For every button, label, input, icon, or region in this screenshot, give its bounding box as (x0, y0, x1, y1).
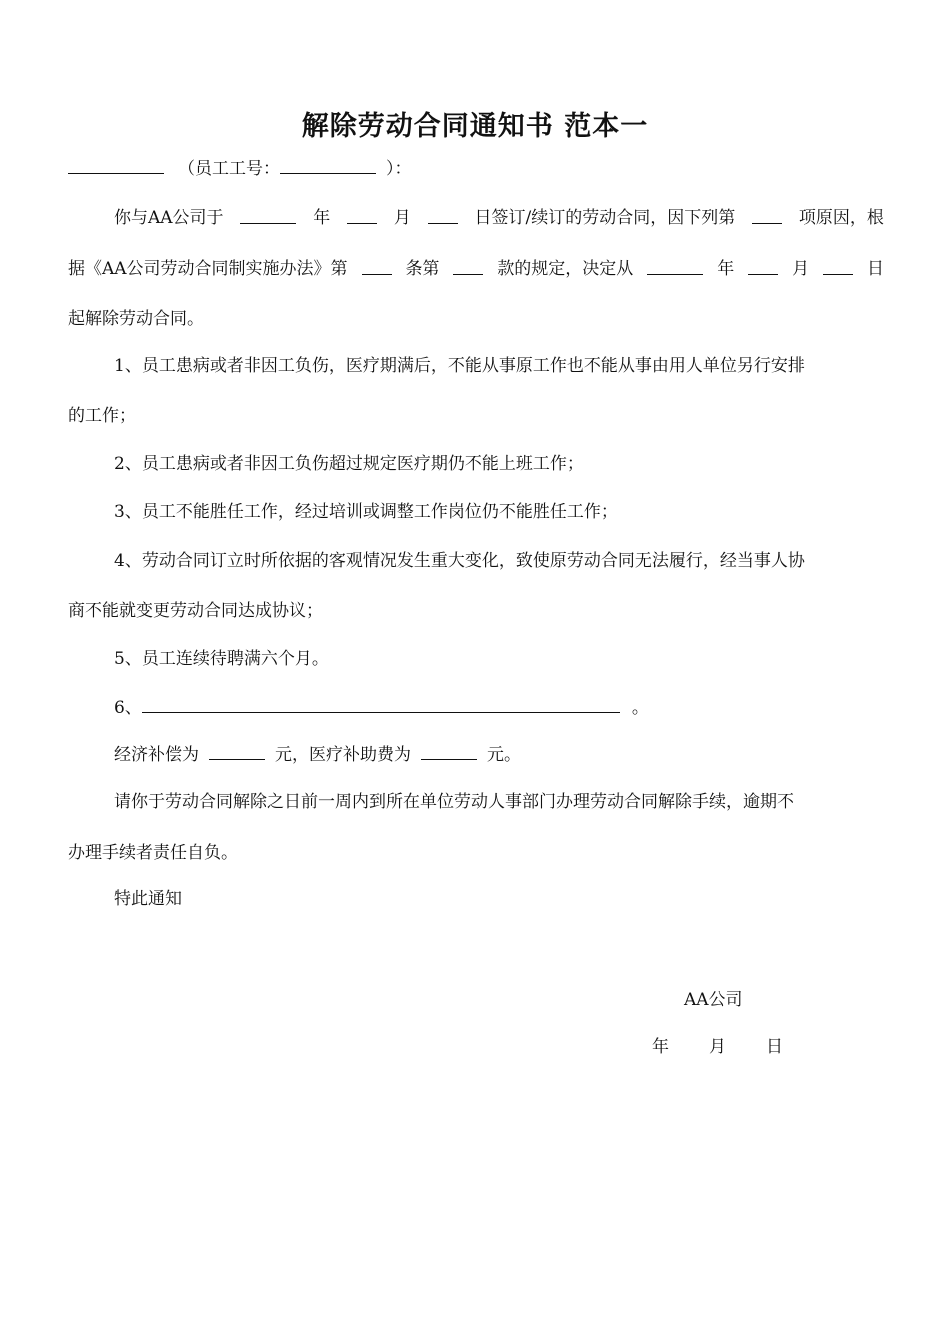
intro-line-3: 起解除劳动合同。 (68, 309, 204, 329)
reason-1-line-1: 1、员工患病或者非因工负伤，医疗期满后，不能从事原工作也不能从事由用人单位另行安排 (114, 356, 805, 376)
intro-text: 月 (393, 208, 411, 228)
intro-text: 你与AA公司于 (114, 208, 224, 228)
signature-day: 日 (766, 1037, 783, 1057)
reason-1-line-2: 的工作； (68, 406, 136, 426)
article-no-blank[interactable] (362, 258, 392, 275)
reason-6-suffix: 。 (631, 698, 649, 718)
intro-text: 年 (313, 208, 331, 228)
signature-company: AA公司 (684, 990, 743, 1010)
medical-subsidy-label: 元，医疗补助费为 (275, 745, 411, 765)
employee-no-label: （员工工号： (178, 159, 280, 179)
reason-6-prefix: 6、 (114, 698, 142, 718)
intro-text: 据《AA公司劳动合同制实施办法》第 (68, 259, 348, 279)
employee-line (68, 157, 884, 180)
reason-4-line-2: 商不能就变更劳动合同达成协议； (68, 601, 323, 621)
employee-name-blank[interactable] (68, 157, 164, 174)
signature-year: 年 (652, 1037, 669, 1057)
reason-no-blank[interactable] (752, 207, 782, 224)
signature-month: 月 (709, 1037, 726, 1057)
clause-no-blank[interactable] (453, 258, 483, 275)
notice-line-2: 办理手续者责任自负。 (68, 843, 238, 863)
reason-3: 3、员工不能胜任工作，经过培训或调整工作岗位仍不能胜任工作； (114, 502, 618, 522)
intro-line-2 (68, 258, 884, 280)
document-title: 解除劳动合同通知书 范本一 (301, 111, 649, 142)
compensation-line (114, 743, 884, 766)
sign-day-blank[interactable] (428, 207, 458, 224)
medical-subsidy-blank[interactable] (421, 743, 477, 760)
intro-text: 项原因，根 (798, 208, 884, 228)
closing-text: 特此通知 (114, 889, 182, 909)
sign-month-blank[interactable] (347, 207, 377, 224)
intro-text: 月 (792, 259, 810, 279)
reason-6 (114, 696, 884, 719)
compensation-unit: 元。 (487, 745, 521, 765)
notice-line-1: 请你于劳动合同解除之日前一周内到所在单位劳动人事部门办理劳动合同解除手续，逾期不 (114, 792, 794, 812)
intro-text: 日签订/续订的劳动合同，因下列第 (474, 208, 736, 228)
intro-text: 款的规定，决定从 (497, 259, 634, 279)
intro-line-1 (114, 207, 884, 229)
sign-year-blank[interactable] (240, 207, 296, 224)
employee-no-close: ）： (386, 159, 412, 179)
intro-text: 日 (866, 259, 884, 279)
reason-6-blank[interactable] (142, 696, 620, 713)
compensation-amount-blank[interactable] (209, 743, 265, 760)
signature-date (652, 1032, 783, 1057)
end-year-blank[interactable] (647, 258, 703, 275)
end-day-blank[interactable] (823, 258, 853, 275)
intro-text: 年 (717, 259, 735, 279)
intro-text: 条第 (405, 259, 440, 279)
reason-2: 2、员工患病或者非因工负伤超过规定医疗期仍不能上班工作； (114, 454, 584, 474)
compensation-label: 经济补偿为 (114, 745, 199, 765)
employee-no-blank[interactable] (280, 157, 376, 174)
reason-4-line-1: 4、劳动合同订立时所依据的客观情况发生重大变化，致使原劳动合同无法履行，经当事人协 (114, 551, 805, 571)
reason-5: 5、员工连续待聘满六个月。 (114, 649, 329, 669)
end-month-blank[interactable] (748, 258, 778, 275)
